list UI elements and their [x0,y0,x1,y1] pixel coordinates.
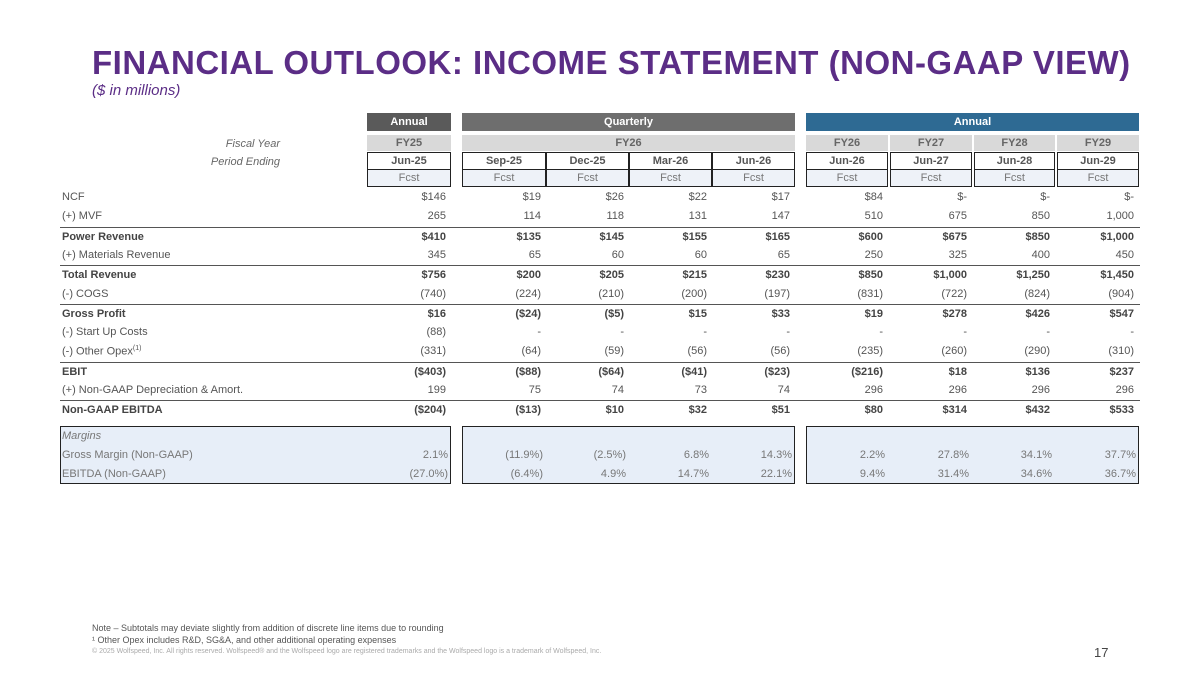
period-ending-cell: Jun-28 [974,152,1055,170]
margin-value: 27.8% [937,449,969,461]
row-value: 296 [948,384,967,396]
row-value: (197) [764,287,790,300]
period-ending-cell: Jun-29 [1057,152,1139,170]
page-title: FINANCIAL OUTLOOK: INCOME STATEMENT (NON-GAAP VIEW) [92,44,1131,81]
row-value: 675 [948,210,967,223]
row-value: 65 [777,248,790,261]
row-value: $215 [682,269,707,282]
row-label: NCF [62,191,85,203]
row-value: (56) [770,345,790,358]
table-row [60,362,1140,382]
period-ending-cell: Sep-25 [462,152,546,170]
fy-fy25: FY25 [367,135,451,151]
copyright: © 2025 Wolfspeed, Inc. All rights reserved. Wolfspeed® and the Wolfspeed logo are registered trademarks and the Wolfspeed logo is a trademark of Wolfspeed, Inc. [92,648,602,655]
row-value: 114 [523,210,541,223]
row-label: Non-GAAP EBITDA [62,404,163,417]
row-label: Power Revenue [62,230,144,243]
row-value: $1,250 [1016,269,1050,282]
band-annual-outer: Annual [806,113,1139,131]
row-value: ($13) [515,404,541,417]
row-value: 147 [771,210,790,223]
row-value: $17 [771,191,790,203]
row-value: (310) [1108,345,1134,358]
row-value: $426 [1025,307,1050,320]
row-value: (904) [1108,287,1134,300]
row-value: ($403) [414,365,446,378]
page-number: 17 [1094,645,1109,660]
margin-row-label: EBITDA (Non-GAAP) [62,468,166,480]
row-value: $547 [1109,307,1134,320]
row-value: (200) [681,287,707,300]
row-value: ($64) [598,365,624,378]
row-label: (-) Other Opex$^{(1)}$ [62,345,142,359]
row-value: $135 [516,230,541,243]
row-value: $1,000 [1100,230,1134,243]
table-row [60,304,1140,324]
row-value: $155 [682,230,707,243]
row-value: $33 [771,307,790,320]
fy-fy29: FY29 [1057,135,1139,151]
row-value: $19 [522,191,541,203]
row-value: $10 [605,404,624,417]
row-label: Total Revenue [62,269,137,282]
row-value: $850 [858,269,883,282]
table-row [60,400,1140,420]
fy-fy26-quarterly: FY26 [462,135,795,151]
row-value: $80 [864,404,883,417]
row-value: $205 [599,269,624,282]
row-label: (-) COGS [62,287,109,300]
row-value: 65 [528,248,541,261]
table-row [60,323,1140,342]
margin-value: 36.7% [1104,468,1136,480]
margin-value: 2.1% [422,449,448,461]
row-value: $145 [599,230,624,243]
margin-value: 34.6% [1020,468,1052,480]
row-value: $15 [688,307,707,320]
row-value: - [1046,326,1050,339]
margins-heading: Margins [62,430,102,442]
row-value: - [620,326,624,339]
period-ending-cell: Dec-25 [546,152,629,170]
row-value: 74 [611,384,624,396]
table-row [60,227,1140,247]
forecast-cell: Fcst [546,169,629,187]
row-value: $- [957,191,967,203]
row-value: $432 [1025,404,1050,417]
row-value: $410 [421,230,446,243]
row-value: (56) [687,345,707,358]
row-label: Gross Profit [62,307,126,320]
band-quarterly: Quarterly [462,113,795,131]
margin-value: 9.4% [859,468,885,480]
row-value: - [786,326,790,339]
row-value: - [963,326,967,339]
row-value: $- [1124,191,1134,203]
row-value: ($88) [515,365,541,378]
row-value: $136 [1025,365,1050,378]
row-value: - [537,326,541,339]
row-value: $51 [771,404,790,417]
table-row [60,285,1140,304]
row-value: (64) [521,345,541,358]
row-value: (59) [604,345,624,358]
row-value: (235) [857,345,883,358]
row-value: $600 [858,230,883,243]
period-ending-label: Period Ending [210,156,280,168]
table-row [60,207,1140,226]
row-value: 850 [1031,210,1050,223]
row-value: (210) [598,287,624,300]
row-value: 325 [948,248,967,261]
row-value: - [703,326,707,339]
fy-fy26: FY26 [806,135,888,151]
table-row [60,381,1140,400]
row-value: - [1130,326,1134,339]
fy-fy27: FY27 [890,135,972,151]
row-value: (722) [941,287,967,300]
table-row [60,246,1140,265]
row-value: $230 [765,269,790,282]
row-value: 73 [694,384,707,396]
margin-value: (27.0%) [409,468,448,480]
row-value: 296 [864,384,883,396]
period-ending-cell: Jun-26 [806,152,888,170]
row-value: 60 [694,248,707,261]
row-value: $278 [942,307,967,320]
fiscal-year-label: Fiscal Year [225,138,280,150]
row-value: 296 [1115,384,1134,396]
row-label: EBIT [62,365,88,378]
row-value: 60 [611,248,624,261]
row-value: ($216) [851,365,883,378]
row-value: $84 [864,191,883,203]
row-value: $26 [605,191,624,203]
row-value: $1,450 [1100,269,1134,282]
row-value: ($41) [681,365,707,378]
period-ending-cell: Mar-26 [629,152,712,170]
margin-value: (2.5%) [593,449,626,461]
row-value: 510 [864,210,883,223]
margin-value: 14.3% [760,449,792,461]
row-value: ($5) [604,307,624,320]
margin-row-label: Gross Margin (Non-GAAP) [62,449,193,461]
row-value: (824) [1024,287,1050,300]
row-value: 400 [1031,248,1050,261]
forecast-cell: Fcst [462,169,546,187]
margin-value: 14.7% [677,468,709,480]
forecast-cell: Fcst [1057,169,1139,187]
row-label: (-) Start Up Costs [62,326,148,339]
band-annual-fy25: Annual [367,113,451,131]
footnote-rounding: Note – Subtotals may deviate slightly from addition of discrete line items due to rounding [92,623,444,633]
period-ending-cell: Jun-26 [712,152,795,170]
forecast-cell: Fcst [806,169,888,187]
row-value: (88) [426,326,446,339]
row-value: $675 [942,230,967,243]
row-value: $165 [765,230,790,243]
margin-value: 6.8% [683,449,709,461]
table-row [60,265,1140,285]
row-value: $- [1040,191,1050,203]
row-value: 118 [606,210,624,223]
row-value: $32 [688,404,707,417]
row-value: $1,000 [933,269,967,282]
row-value: ($204) [414,404,446,417]
margin-value: 31.4% [937,468,969,480]
row-value: $756 [421,269,446,282]
margin-value: 22.1% [760,468,792,480]
margin-value: 34.1% [1020,449,1052,461]
row-value: 450 [1115,248,1134,261]
row-value: 1,000 [1106,210,1134,223]
row-value: (831) [857,287,883,300]
row-value: $314 [942,404,967,417]
forecast-cell: Fcst [974,169,1055,187]
row-value: (740) [420,287,446,300]
row-value: 74 [777,384,790,396]
footnote-opex: ¹ Other Opex includes R&D, SG&A, and other additional operating expenses [92,635,397,645]
row-label: (+) Materials Revenue [62,248,171,261]
row-value: $16 [427,307,446,320]
row-value: $237 [1109,365,1134,378]
row-value: (260) [941,345,967,358]
fy-fy28: FY28 [974,135,1055,151]
row-label: (+) Non-GAAP Depreciation & Amort. [62,384,244,396]
row-value: 345 [427,248,446,261]
row-value: (290) [1024,345,1050,358]
margin-value: 4.9% [600,468,626,480]
forecast-cell: Fcst [890,169,972,187]
page-subtitle: ($ in millions) [92,82,181,99]
row-value: 250 [864,248,883,261]
forecast-cell: Fcst [629,169,712,187]
period-ending-cell: Jun-25 [367,152,451,170]
row-value: 199 [427,384,446,396]
row-value: $200 [516,269,541,282]
period-ending-cell: Jun-27 [890,152,972,170]
row-value: - [879,326,883,339]
row-value: $146 [421,191,446,203]
row-value: (224) [515,287,541,300]
table-row [60,342,1140,361]
row-value: $22 [688,191,707,203]
row-value: (331) [420,345,446,358]
row-value: $19 [864,307,883,320]
table-row [60,188,1140,207]
margin-value: 2.2% [859,449,885,461]
row-value: $850 [1025,230,1050,243]
margin-value: 37.7% [1104,449,1136,461]
row-value: 131 [688,210,707,223]
row-value: 296 [1031,384,1050,396]
margin-value: (6.4%) [510,468,543,480]
row-label: (+) MVF [62,210,103,223]
row-value: $18 [948,365,967,378]
forecast-cell: Fcst [712,169,795,187]
row-value: 75 [528,384,541,396]
forecast-cell: Fcst [367,169,451,187]
margin-value: (11.9%) [505,449,543,461]
row-value: ($24) [515,307,541,320]
row-value: $533 [1109,404,1134,417]
row-value: 265 [427,210,446,223]
row-value: ($23) [764,365,790,378]
